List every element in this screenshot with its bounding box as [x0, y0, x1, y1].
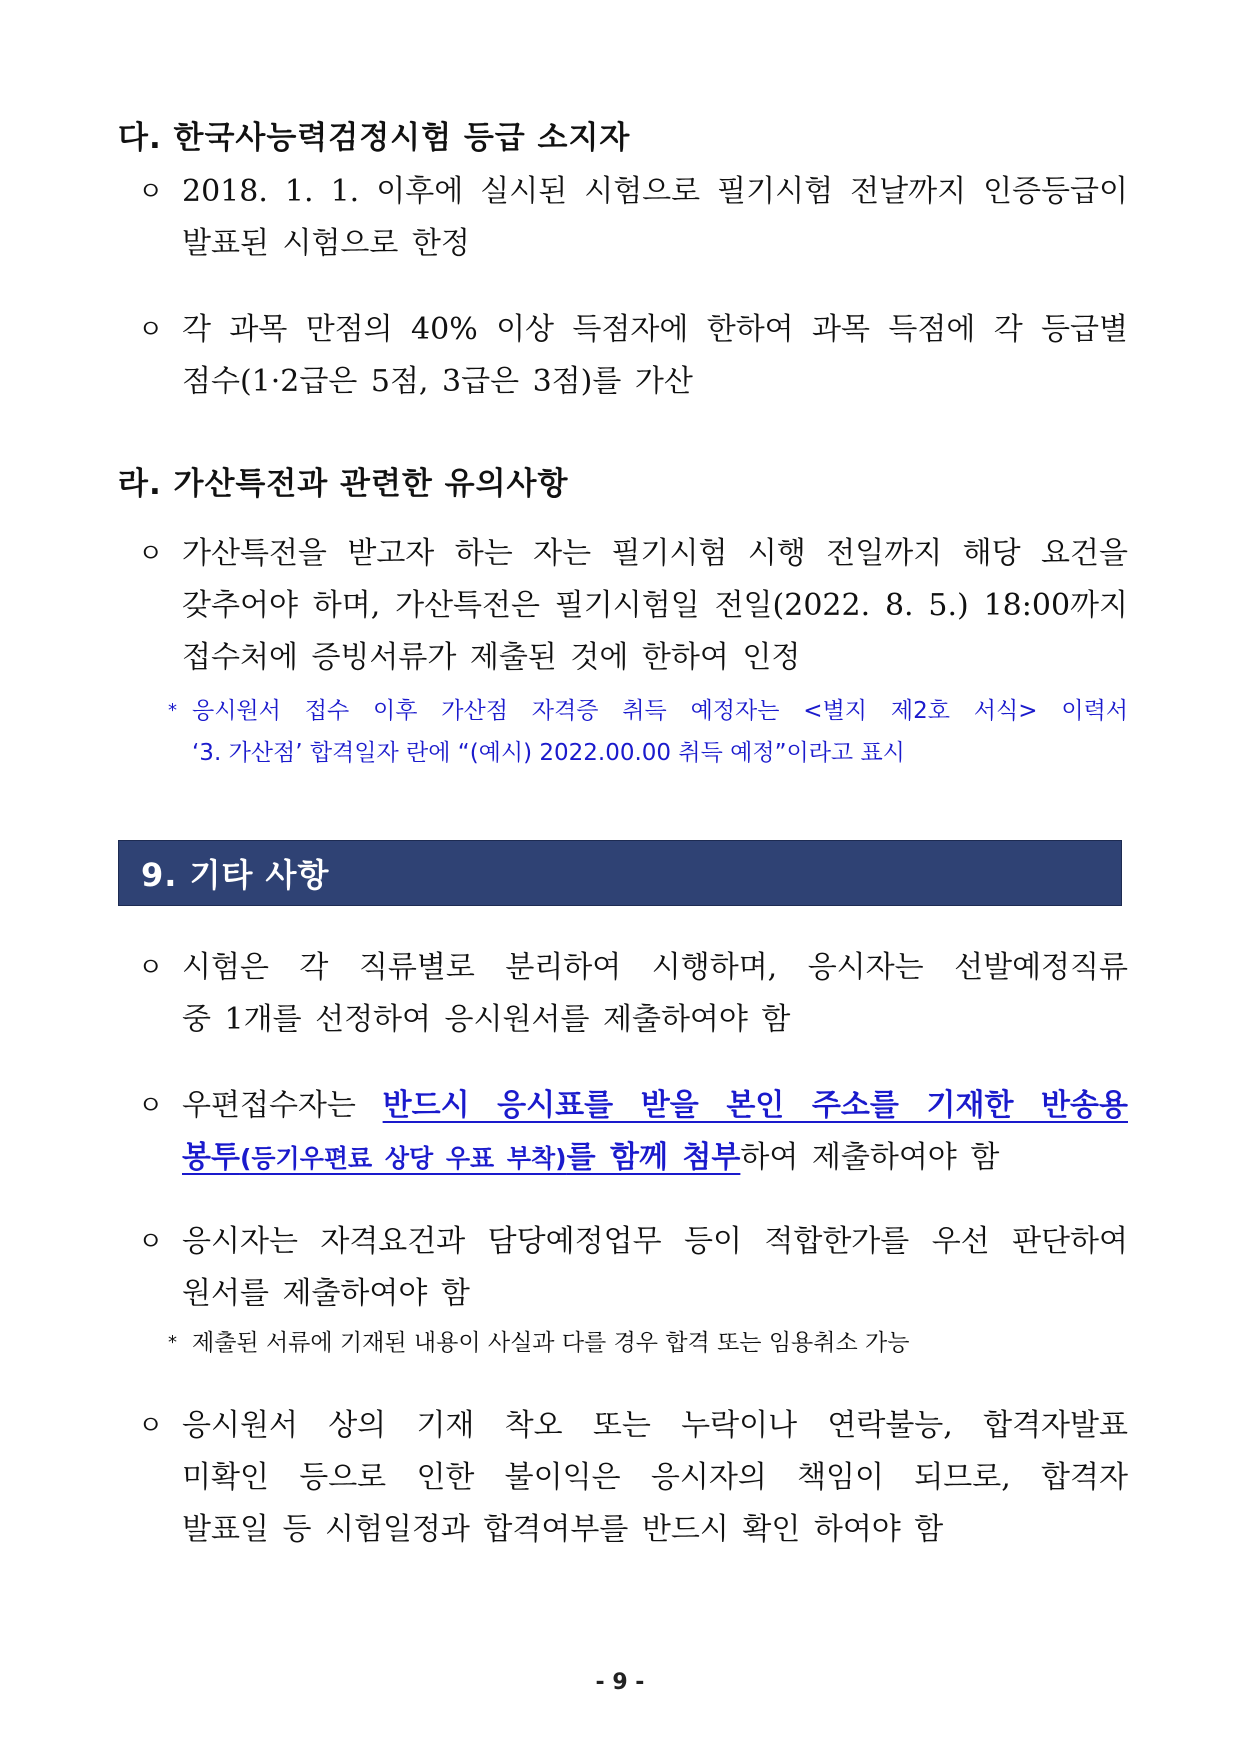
bullet-item — [138, 1400, 1128, 1556]
bullet-line: 응시자는 자격요건과 담당예정업무 등이 적합한가를 우선 판단하여 — [182, 1224, 1128, 1259]
note-line: ‘3. 가산점’ 합격일자 란에 “(예시) 2022.00.00 취득 예정”이라고 표시 — [192, 740, 905, 766]
bullet-line: 응시원서 상의 기재 착오 또는 누락이나 연락불능, 합격자발표 — [182, 1408, 1128, 1443]
bullet-line: 각 과목 만점의 40% 이상 득점자에 한하여 과목 득점에 각 등급별 — [182, 312, 1128, 347]
emphasis-text: 반드시 응시표를 받을 본인 주소를 기재한 반송용 — [382, 1088, 1128, 1123]
bullet-line: 점수(1·2급은 5점, 3급은 3점)를 가산 — [182, 364, 693, 399]
bullet-line: 시험은 각 직류별로 분리하여 시행하며, 응시자는 선발예정직류 — [182, 950, 1128, 985]
bullet-line: 2018. 1. 1. 이후에 실시된 시험으로 필기시험 전날까지 인증등급이 — [182, 174, 1128, 209]
bullet-item — [138, 1080, 1128, 1185]
bullet-item — [138, 942, 1128, 1046]
emphasis-text: (등기우편료 상당 우표 부착) — [239, 1144, 567, 1173]
bullet-item — [138, 528, 1128, 684]
bullet-line — [182, 1132, 1128, 1185]
bullet-line: 발표된 시험으로 한정 — [182, 226, 470, 261]
bullet-mark: ㅇ — [138, 1411, 164, 1441]
section-heading-da: 다. 한국사능력검정시험 등급 소지자 — [118, 120, 631, 156]
bullet-line — [182, 1080, 1128, 1132]
bullet-item — [138, 1216, 1128, 1320]
bullet-mark: ㅇ — [138, 1091, 164, 1121]
note-item — [168, 1322, 1128, 1364]
bullet-item — [138, 304, 1128, 408]
bullet-line: 미확인 등으로 인한 불이익은 응시자의 책임이 되므로, 합격자 — [182, 1460, 1128, 1495]
asterisk-mark: * — [168, 700, 177, 721]
bullet-line: 원서를 제출하여야 함 — [182, 1276, 470, 1311]
page-number: - 9 - — [595, 1670, 645, 1695]
bullet-mark: ㅇ — [138, 953, 164, 983]
section-title: 9. 기타 사항 — [141, 856, 330, 894]
section-heading-ra: 라. 가산특전과 관련한 유의사항 — [118, 466, 569, 502]
bullet-text: 하여 제출하여야 함 — [740, 1140, 1000, 1175]
bullet-line: 발표일 등 시험일정과 합격여부를 반드시 확인 하여야 함 — [182, 1512, 944, 1547]
bullet-line: 중 1개를 선정하여 응시원서를 제출하여야 함 — [182, 1002, 791, 1037]
bullet-mark: ㅇ — [138, 1227, 164, 1257]
note-line: 응시원서 접수 이후 가산점 자격증 취득 예정자는 <별지 제2호 서식> 이력서 — [192, 698, 1128, 724]
bullet-mark: ㅇ — [138, 315, 164, 345]
bullet-mark: ㅇ — [138, 177, 164, 207]
note-line: 제출된 서류에 기재된 내용이 사실과 다를 경우 합격 또는 임용취소 가능 — [192, 1330, 910, 1356]
note-item — [168, 690, 1128, 774]
bullet-line: 접수처에 증빙서류가 제출된 것에 한하여 인정 — [182, 640, 801, 675]
bullet-line: 갖추어야 하며, 가산특전은 필기시험일 전일(2022. 8. 5.) 18:00까지 — [182, 588, 1128, 623]
bullet-item — [138, 166, 1128, 270]
asterisk-mark: * — [168, 1332, 177, 1353]
bullet-mark: ㅇ — [138, 539, 164, 569]
emphasis-text: 를 함께 첨부 — [566, 1140, 741, 1175]
bullet-line: 가산특전을 받고자 하는 자는 필기시험 시행 전일까지 해당 요건을 — [182, 536, 1128, 571]
bullet-text: 우편접수자는 — [182, 1088, 383, 1123]
emphasis-text: 봉투 — [182, 1140, 240, 1175]
section-title-bar — [118, 840, 1122, 906]
